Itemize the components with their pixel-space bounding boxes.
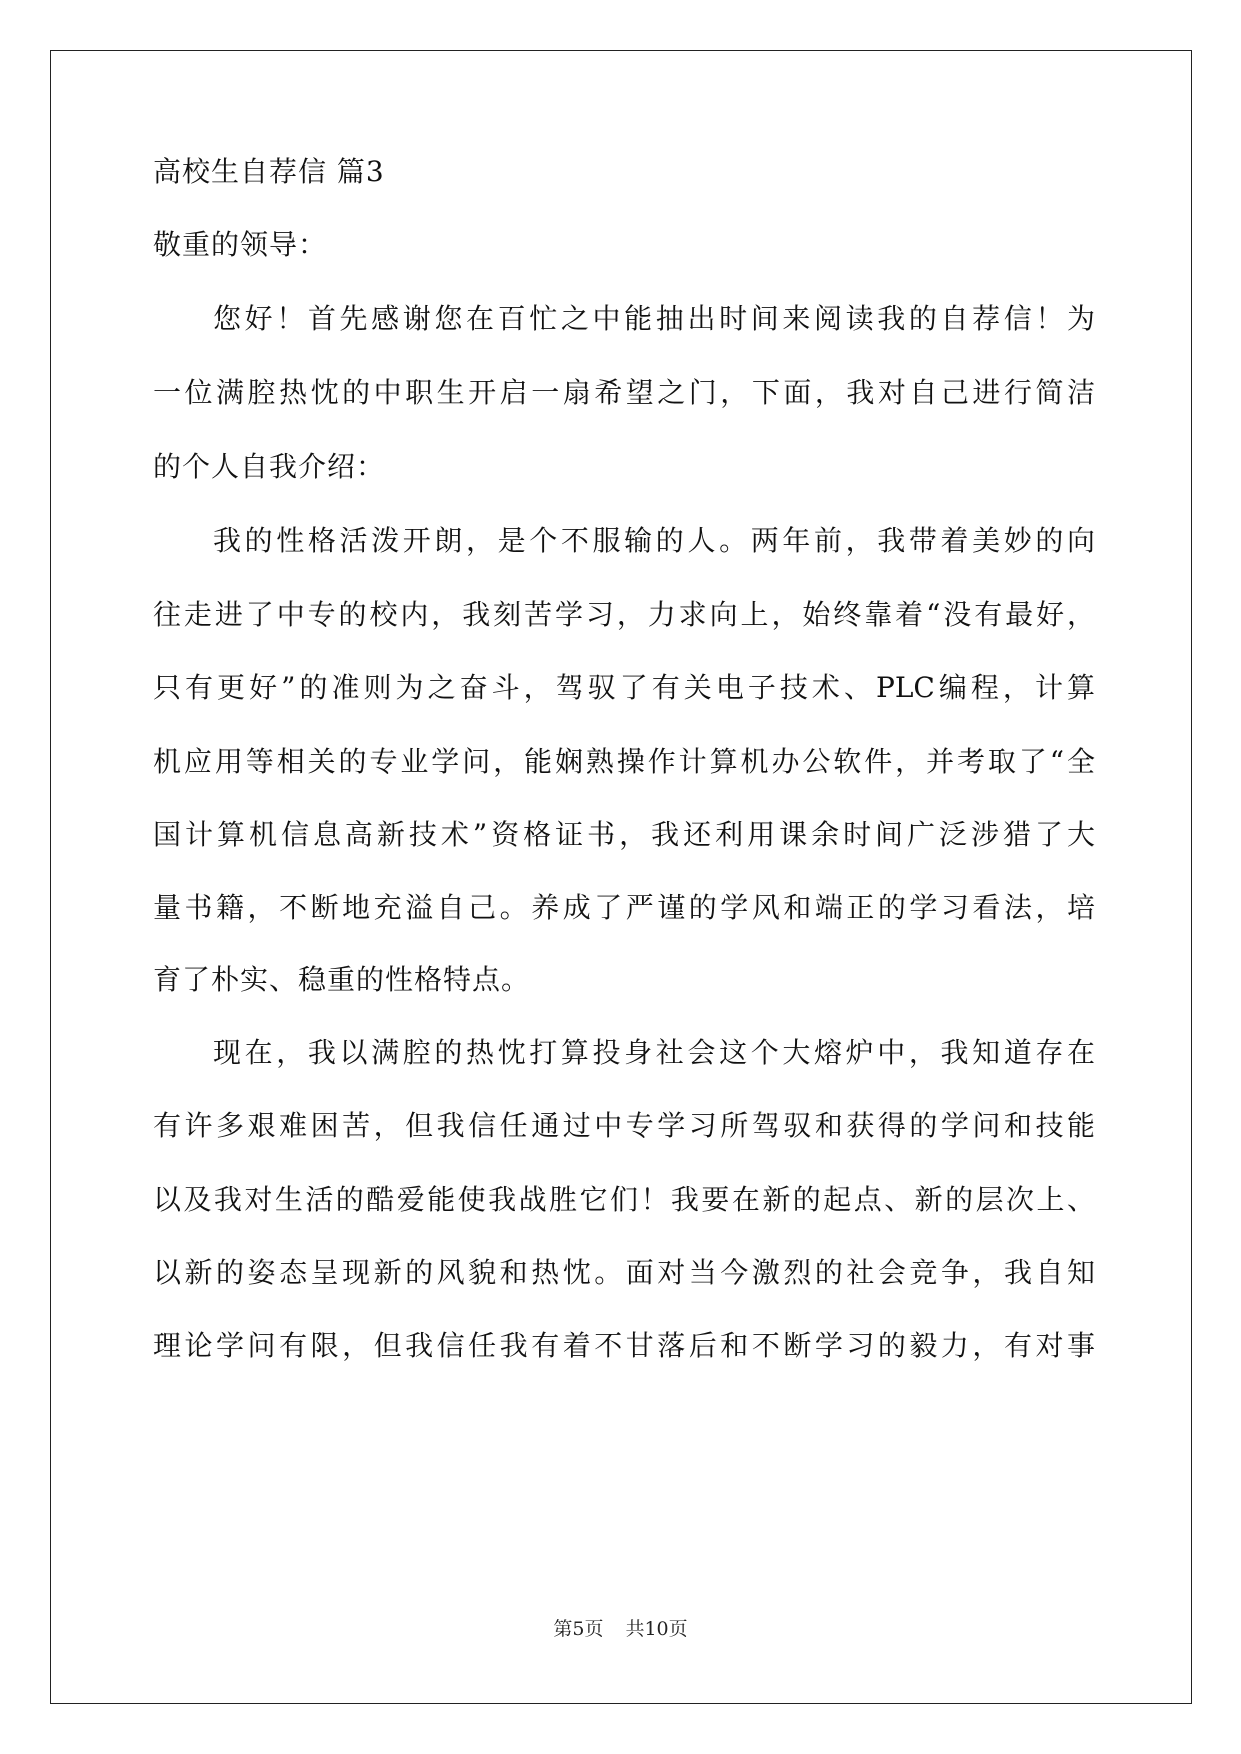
body-line: 我的性格活泼开朗，是个不服输的人。两年前，我带着美妙的向 — [213, 524, 1095, 557]
body-line: 一位满腔热忱的中职生开启一扇希望之门，下面，我对自己进行简洁 — [153, 376, 1095, 409]
body-line: 往走进了中专的校内，我刻苦学习，力求向上，始终靠着“没有最好， — [153, 598, 1095, 631]
body-line: 理论学问有限，但我信任我有着不甘落后和不断学习的毅力，有对事 — [153, 1329, 1095, 1362]
body-line: 的个人自我介绍： — [153, 450, 386, 483]
page-total: 共10页 — [625, 1618, 688, 1640]
body-line: 您好！首先感谢您在百忙之中能抽出时间来阅读我的自荐信！为 — [213, 302, 1095, 335]
page-footer — [0, 1617, 1241, 1641]
document-title: 高校生自荐信 篇3 — [153, 155, 385, 188]
body-line: 以新的姿态呈现新的风貌和热忱。面对当今激烈的社会竞争，我自知 — [153, 1256, 1095, 1289]
body-line: 机应用等相关的专业学问，能娴熟操作计算机办公软件，并考取了“全 — [153, 745, 1095, 778]
body-line: 有许多艰难困苦，但我信任通过中专学习所驾驭和获得的学问和技能 — [153, 1109, 1095, 1142]
salutation: 敬重的领导： — [153, 228, 328, 261]
body-line: 现在，我以满腔的热忱打算投身社会这个大熔炉中，我知道存在 — [213, 1036, 1095, 1069]
body-line: 只有更好”的准则为之奋斗，驾驭了有关电子技术、PLC编程，计算 — [153, 671, 1095, 704]
body-line: 育了朴实、稳重的性格特点。 — [153, 963, 531, 996]
body-line: 量书籍，不断地充溢自己。养成了严谨的学风和端正的学习看法，培 — [153, 891, 1095, 924]
page-number: 第5页 — [553, 1618, 604, 1640]
body-line: 国计算机信息高新技术”资格证书，我还利用课余时间广泛涉猎了大 — [153, 818, 1095, 851]
body-line: 以及我对生活的酷爱能使我战胜它们！我要在新的起点、新的层次上、 — [153, 1183, 1095, 1216]
